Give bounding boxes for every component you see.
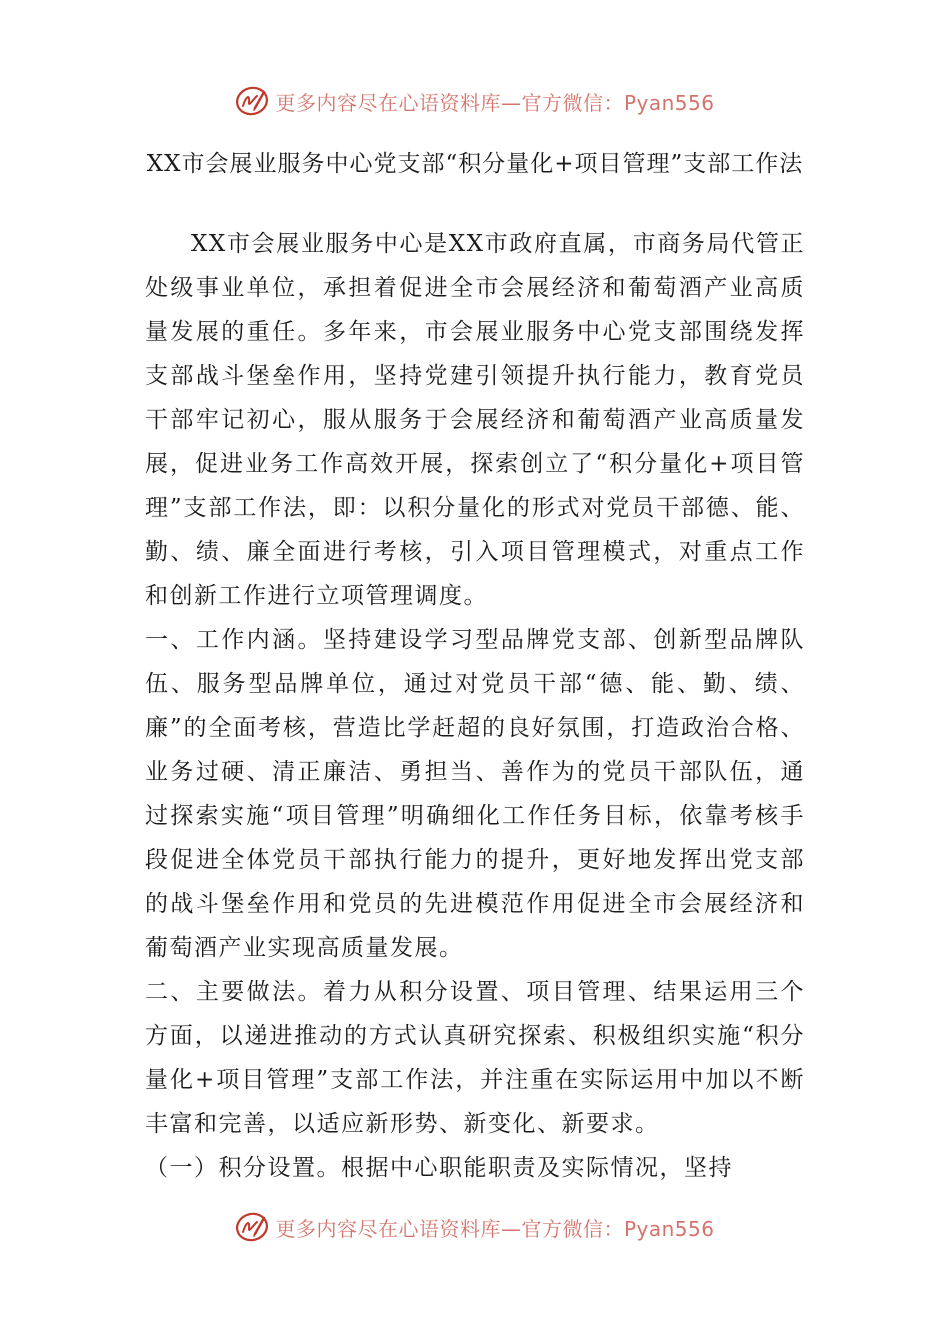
paragraph-subsection-1: （一）积分设置。根据中心职能职责及实际情况，坚持 <box>145 1155 733 1181</box>
paragraph-section-1: 一、工作内涵。坚持建设学习型品牌党支部、创新型品牌队伍、服务型品牌单位，通过对党员干部“德、能、勤、绩、廉”的全面考核，营造比学赶超的良好氛围，打造政治合格、业务过硬、清正廉洁、勇担当、善作为的党员干部队伍，通过探索实施“项目管理”明确细化工作任务目标，依靠考核手段促进全体党员干部执行能力的提升，更好地发挥出党支部的战斗堡垒作用和党员的先进模范作用促进全市会展经济和葡萄酒产业实现高质量发展。 <box>145 627 805 961</box>
watermark-text: 更多内容尽在心语资料库—官方微信：Pyan556 <box>275 1216 715 1241</box>
footer-watermark <box>0 1210 950 1244</box>
signature-pen-logo-icon <box>235 84 269 118</box>
document-title: XX市会展业服务中心党支部“积分量化+项目管理”支部工作法 <box>146 151 804 177</box>
document-body <box>145 222 805 1190</box>
header-watermark <box>0 84 950 118</box>
paragraph-intro: XX市会展业服务中心是XX市政府直属，市商务局代管正处级事业单位，承担着促进全市会展经济和葡萄酒产业高质量发展的重任。多年来，市会展业服务中心党支部围绕发挥支部战斗堡垒作用，坚持党建引领提升执行能力，教育党员干部牢记初心，服从服务于会展经济和葡萄酒产业高质量发展，促进业务工作高效开展，探索创立了“积分量化+项目管理”支部工作法，即：以积分量化的形式对党员干部德、能、勤、绩、廉全面进行考核，引入项目管理模式，对重点工作和创新工作进行立项管理调度。 <box>145 231 805 609</box>
paragraph-section-2: 二、主要做法。着力从积分设置、项目管理、结果运用三个方面，以递进推动的方式认真研究探索、积极组织实施“积分量化+项目管理”支部工作法，并注重在实际运用中加以不断丰富和完善，以适应新形势、新变化、新要求。 <box>145 979 805 1137</box>
signature-pen-logo-icon <box>235 1210 269 1244</box>
watermark-text: 更多内容尽在心语资料库—官方微信：Pyan556 <box>275 90 715 115</box>
